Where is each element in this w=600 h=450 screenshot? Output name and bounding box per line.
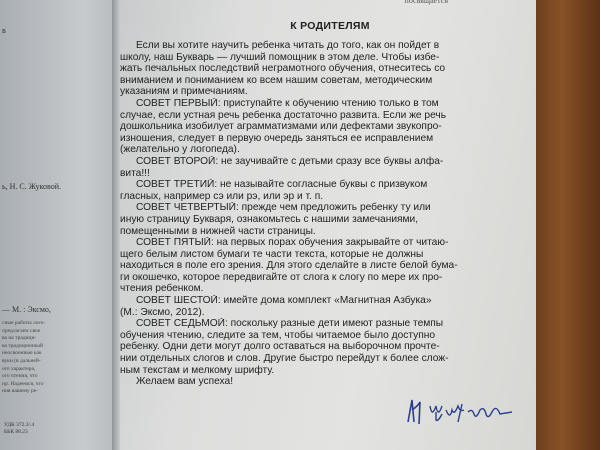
text-line: СОВЕТ ВТОРОЙ: не заучивайте с детьми сразу все буквы алфа- bbox=[136, 155, 444, 167]
text-line: ги окошечко, которое передвигайте от слога к слогу по мере их про- bbox=[120, 271, 443, 283]
main-page bbox=[120, 0, 540, 450]
wooden-surface bbox=[536, 0, 600, 450]
text-line: указаниям и примечаниям. bbox=[120, 86, 248, 98]
udk-block bbox=[4, 422, 34, 436]
text-line: ным текстам и мелкому шрифту. bbox=[120, 364, 275, 376]
left-column-line: ир. Надеемся, что bbox=[2, 380, 44, 387]
text-line: СОВЕТ ЧЕТВЕРТЫЙ: прежде чем предложить ребенку ту или bbox=[136, 202, 431, 214]
text-line: (желательно у логопеда). bbox=[120, 144, 240, 156]
text-line: иную страницу Букваря, ознакомьтесь с нашими замечаниями, bbox=[120, 213, 419, 225]
text-line: ребенку. Одни дети могут долго оставаться на выборочном прочте- bbox=[120, 341, 440, 353]
text-line: Если вы хотите научить ребенка читать до того, как он пойдет в bbox=[136, 40, 440, 51]
text-line: СОВЕТ ПЯТЫЙ: на первых порах обучения закрывайте от читаю- bbox=[136, 237, 449, 249]
text-line: СОВЕТ ТРЕТИЙ: не называйте согласные буквы с призвуком bbox=[136, 179, 428, 191]
text-line: нии отдельных слогов и слов. Другие быстро перейдут к более слож- bbox=[120, 353, 449, 365]
text-line: вита!!! bbox=[120, 167, 150, 179]
previous-page bbox=[0, 0, 120, 450]
left-column-line: ого характера, bbox=[2, 365, 36, 372]
text-line: чтения ребенком. bbox=[120, 283, 204, 295]
text-line: СОВЕТ ШЕСТОЙ: имейте дома комплект «Магнитная Азбука» bbox=[136, 295, 432, 307]
text-line: школу, наш Букварь — лучший помощник в этом деле. Чтобы избе- bbox=[120, 51, 440, 63]
left-column-line: ого чтения, что bbox=[2, 373, 38, 380]
text-line: СОВЕТ ПЕРВЫЙ: приступайте к обучению чтению только в том bbox=[136, 97, 439, 109]
left-column-line: предлагаем свое bbox=[2, 327, 41, 334]
left-column-text bbox=[2, 320, 110, 396]
text-line: вниманием и пониманием ко всем нашим советам, методическим bbox=[120, 74, 433, 86]
text-line: гласных, например сэ или рэ, или эр и т. п. bbox=[120, 190, 324, 202]
left-column-line: ва на традици- bbox=[2, 335, 37, 342]
left-column-line: ва традиционный bbox=[2, 342, 43, 349]
text-line: обучения чтению, следите за тем, чтобы читаемое было доступно bbox=[120, 329, 436, 341]
signature bbox=[402, 392, 522, 432]
text-line: помещенными в нижней части страницы. bbox=[120, 225, 316, 237]
left-fragment-1: в bbox=[2, 26, 6, 35]
left-column-line: вуки (в дальней- bbox=[2, 357, 41, 364]
text-line: (М.: Эксмо, 2012). bbox=[120, 306, 205, 318]
header-fragment: посвящается bbox=[404, 0, 448, 5]
text-line: Желаем вам успеха! bbox=[136, 376, 234, 388]
text-line: изношения, следует в первую очередь заняться ее исправлением bbox=[120, 132, 434, 144]
text-line: жать печальных последствий неграмотного обучения, отнеситесь со bbox=[120, 63, 446, 75]
left-fragment-3: — М. : Эксмо, bbox=[2, 305, 51, 314]
left-column-line: неосвоенные как bbox=[2, 350, 42, 357]
left-fragment-2: ь, Н. С. Жуковой. bbox=[2, 182, 62, 191]
text-line: случае, если устная речь ребенка достаточно развита. Если же речь bbox=[120, 109, 447, 121]
text-line: находиться в поле его зрения. Для этого сделайте в листе белой бума- bbox=[120, 260, 458, 272]
left-column-line: ния вашему ре- bbox=[2, 388, 39, 395]
bbk-line: ББК 88.23 bbox=[4, 429, 28, 435]
text-line: СОВЕТ СЕДЬМОЙ: поскольку разные дети имеют разные темпы bbox=[136, 318, 444, 330]
left-column-line: сные работы лого- bbox=[2, 320, 46, 326]
text-line: дошкольника изобилует аграмматизмами или дефектами звукопро- bbox=[120, 121, 442, 133]
text-line: щего белым листом бумаги те части текста, которые не должны bbox=[120, 248, 424, 260]
udk-line: УДК 372.3/.4 bbox=[4, 422, 35, 428]
body-text bbox=[120, 40, 520, 388]
page-title: К РОДИТЕЛЯМ bbox=[290, 20, 370, 32]
